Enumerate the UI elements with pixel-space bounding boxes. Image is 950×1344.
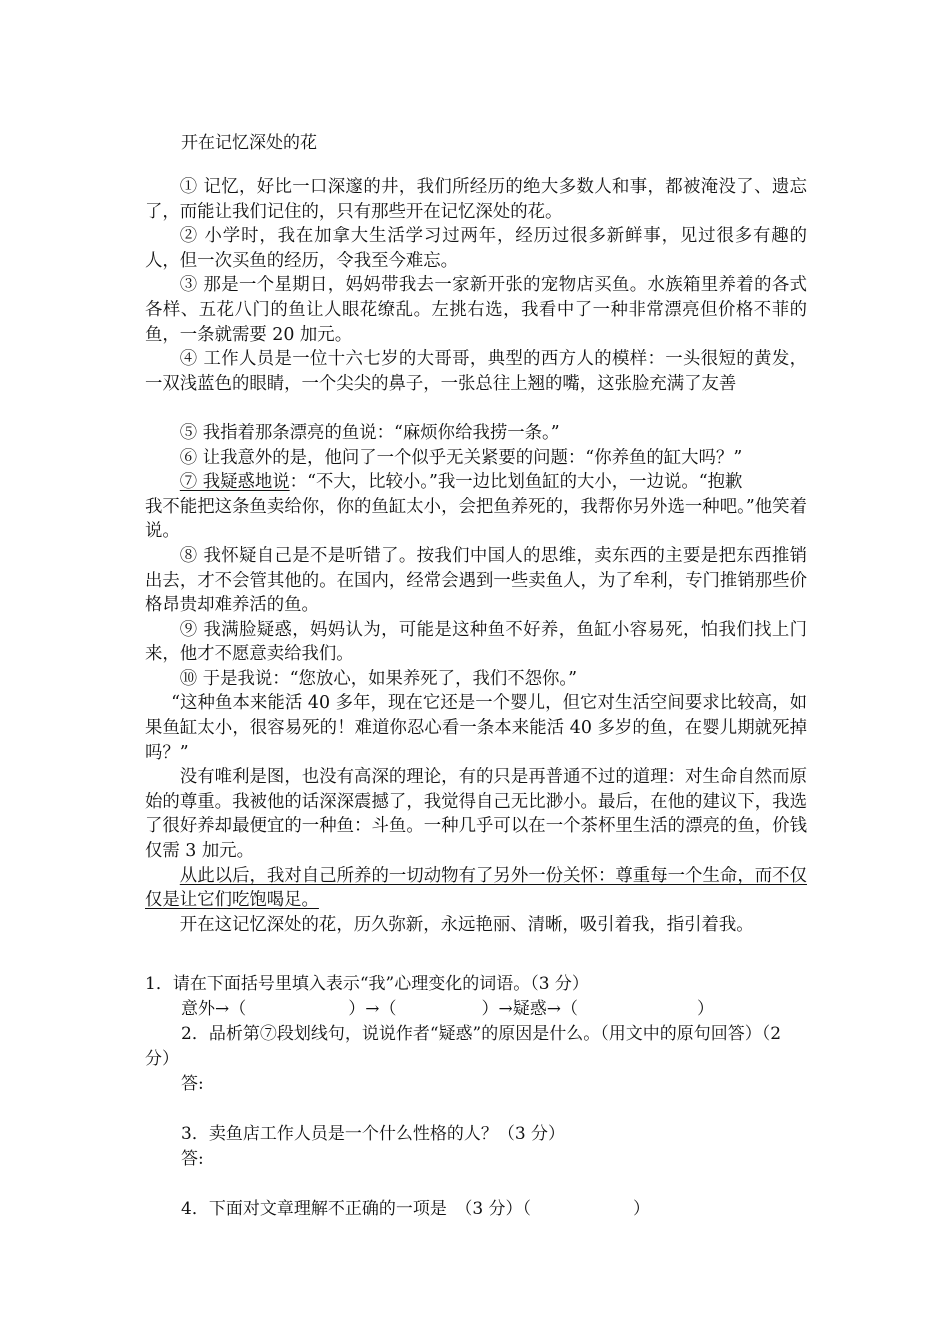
paragraph-2: ② 小学时，我在加拿大生活学习过两年，经历过很多新鲜事，见过很多有趣的人，但一次买鱼的经历，令我至今难忘。 [145,226,807,271]
questions-section [145,972,807,1222]
paragraph-1: ① 记忆，好比一口深邃的井，我们所经历的绝大多数人和事，都被淹没了、遗忘了，而能让我们记住的，只有那些开在记忆深处的花。 [145,177,807,222]
question-3: 3．卖鱼店工作人员是一个什么性格的人？（3 分） [181,1124,566,1144]
paragraph-underlined [145,864,807,913]
question-2: 2．品析第⑦段划线句，说说作者“疑惑”的原因是什么。（用文中的原句回答）（2 分） [145,1024,782,1069]
paragraph-9: ⑨ 我满脸疑惑，妈妈认为，可能是这种鱼不好养，鱼缸小容易死，怕我们找上门来，他才不愿意卖给我们。 [145,619,807,665]
underlined-conclusion: 从此以后，我对自己所养的一切动物有了另外一份关怀：尊重每一个生命，而不仅仅是让它们吃饱喝足。 [145,865,807,911]
question-4: 4．下面对文章理解不正确的一项是 （3 分）（ ） [181,1199,651,1219]
paragraph-ending: 开在这记忆深处的花，历久弥新，永远艳丽、清晰，吸引着我，指引着我。 [179,914,754,935]
paragraph-quote: “这种鱼本来能活 40 多年，现在它还是一个婴儿，但它对生活空间要求比较高，如果鱼缸太小，很容易死的！难道你忍心看一条本来能活 40 多岁的鱼，在婴儿期就死掉吗？” [145,693,807,763]
paragraph-6: ⑥ 让我意外的是，他问了一个似乎无关紧要的问题：“你养鱼的缸大吗？” [179,447,743,468]
article-title: 开在记忆深处的花 [181,133,317,153]
paragraph-4: ④ 工作人员是一位十六七岁的大哥哥，典型的西方人的模样：一头很短的黄发，一双浅蓝色的眼睛，一个尖尖的鼻子，一张总往上翘的嘴，这张脸充满了友善 [145,349,807,394]
question-3-answer-label: 答: [181,1149,204,1169]
paragraph-7-text: ：“不大，比较小。”我一边比划鱼缸的大小，一边说。“抱歉 [289,472,743,493]
paragraph-reflection: 没有唯利是图，也没有高深的理论，有的只是再普通不过的道理：对生命自然而原始的尊重。我被他的话深深震撼了，我觉得自己无比渺小。最后，在他的建议下，我选了很好养却最便宜的一种鱼：斗鱼。一种几乎可以在一个茶杯里生活的漂亮的鱼，价钱仅需 3 加元。 [145,767,807,862]
paragraph-7 [145,470,807,495]
question-1-blanks: 意外→（ ）→（ ）→疑惑→（ ） [181,999,714,1019]
question-1: 1．请在下面括号里填入表示“我”心理变化的词语。（3 分） [145,974,589,994]
article-body [145,175,807,937]
paragraph-8: ⑧ 我怀疑自己是不是听错了。按我们中国人的思维，卖东西的主要是把东西推销出去，才不会管其他的。在国内，经常会遇到一些卖鱼人，为了牟利，专门推销那些价格昂贵却难养活的鱼。 [145,545,807,616]
underlined-sentence: ⑦ 我疑惑地说 [179,472,290,493]
paragraph-10: ⑩ 于是我说：“您放心，如果养死了，我们不怨你。” [179,668,578,689]
paragraph-7-continued: 我不能把这条鱼卖给你，你的鱼缸太小，会把鱼养死的，我帮你另外选一种吧。”他笑着说。 [145,496,807,542]
paragraph-3: ③ 那是一个星期日，妈妈带我去一家新开张的宠物店买鱼。水族箱里养着的各式各样、五花八门的鱼让人眼花缭乱。左挑右选，我看中了一种非常漂亮但价格不菲的鱼，一条就需要 20 加元。 [145,275,807,345]
paragraph-5: ⑤ 我指着那条漂亮的鱼说：“麻烦你给我捞一条。” [179,422,560,443]
question-2-answer-label: 答: [181,1074,204,1094]
